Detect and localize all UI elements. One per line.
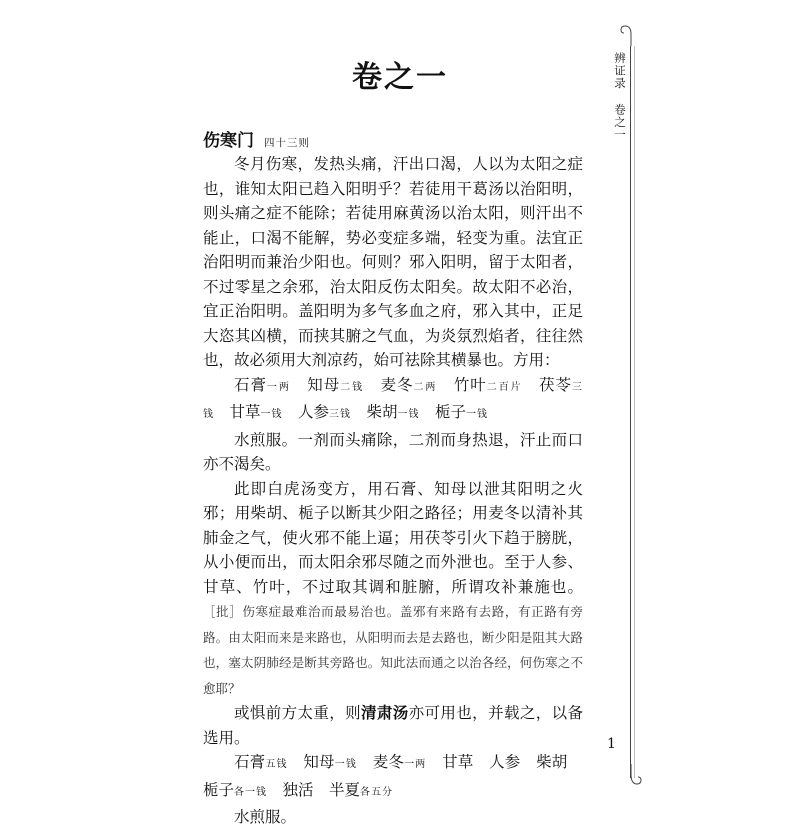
section-title: 伤寒门 [203,131,254,151]
herb-dose: 一钱 [334,759,358,770]
herb-dose: 各一钱 [234,786,268,798]
herb: 茯苓 [538,375,572,394]
section-note: 四十三则 [264,137,310,149]
herb-dose: 五钱 [265,759,288,770]
herb: 栀子 [435,403,467,421]
herb: 柴胡 [535,753,568,771]
alt-intro: 或惧前方太重，则 [234,704,362,722]
herb-dose: 一钱 [260,409,283,420]
herb: 人参 [488,753,521,771]
herb: 麦冬 [372,753,405,771]
section-heading [203,126,310,151]
herb: 甘草 [441,753,474,771]
running-head [614,48,628,145]
herb-dose: 三钱 [203,381,583,420]
herb-dose: 一两 [404,759,427,770]
commentary-text: ［批］伤寒症最难治而最易治也。盖邪有来路有去路，有正路有旁路。由太阳而来是来路也，从阳明而去是去路也，断少阳是阻其大路也，塞太阴肺经是断其旁路也。知此法而通之以治各经，何伤寒之不愈耶？ [203,604,583,696]
scroll-ornament-icon [620,22,642,46]
paragraph: 水煎服。 [234,808,297,826]
paragraph: 水煎服。一剂而头痛除，二剂而身热退，汗止而口亦不渴矣。 [203,430,583,473]
running-head-book: 辨证录 [613,52,627,90]
herb: 竹叶 [452,375,487,394]
running-head-volume: 卷之一 [613,103,627,141]
paragraph: 冬月伤寒，发热头痛，汗出口渴，人以为太阳之症也，谁知太阳已趋入阳明乎？若徒用干葛汤以治阳明，则头痛之症不能除；若徒用麻黄汤以治太阳，则汗出不能止，口渴不能解，势必变症多端，轻变为重。法宜正治阳明而兼治少阳也。何则？邪入阳明，留于太阳者，不过零星之余邪，治太阳反伤太阳矣。故太阳不必治，宜正治阳明。盖阳明为多气多血之府，邪入其中，正足大恣其凶横，而挟其腑之气血，为炎氛烈焰者，往往然也，故必须用大剂凉药，始可祛除其横暴也。方用： [203,155,583,369]
herb-dose: 各五分 [360,786,394,798]
herb: 知母 [306,375,341,394]
analysis-paragraph [203,477,583,702]
herb-dose: 二两 [413,381,438,393]
herb: 麦冬 [379,375,414,394]
prescription-list-2 [203,750,583,805]
herb: 半夏 [329,780,361,799]
herb: 柴胡 [366,403,398,421]
alternative-paragraph [203,701,583,750]
chapter-title: 卷之一 [352,60,448,95]
herb-dose: 一两 [266,381,291,393]
herb-dose: 三钱 [329,409,352,420]
formula-name: 清肃汤 [361,703,409,722]
prescription-list-1 [203,373,583,428]
herb: 石膏 [234,375,267,394]
page-number: 1 [607,736,616,752]
herb-dose: 一钱 [397,409,420,420]
scroll-ornament-icon [620,764,642,788]
herb-dose: 一钱 [466,409,489,420]
herb-dose: 二百片 [486,381,523,393]
analysis-text: 此即白虎汤变方，用石膏、知母以泄其阳明之火邪；用柴胡、栀子以断其少阳之路径；用麦冬以清补其肺金之气，使火邪不能上逼；用茯苓引火下趋于膀胱，从小便而出，而太阳余邪尽随之而外泄也。至于人参、甘草、竹叶，不过取其调和脏腑，所谓攻补兼施也。 [203,479,583,596]
alt-rest: 亦可用也，并载之，以备选用。 [203,704,583,747]
body-text [203,152,583,830]
herb: 独活 [282,780,314,799]
herb: 知母 [303,753,335,771]
herb: 石膏 [234,753,266,771]
herb-dose: 二钱 [340,381,365,393]
herb: 甘草 [229,403,261,421]
herb: 栀子 [203,780,235,799]
herb: 人参 [298,403,330,421]
